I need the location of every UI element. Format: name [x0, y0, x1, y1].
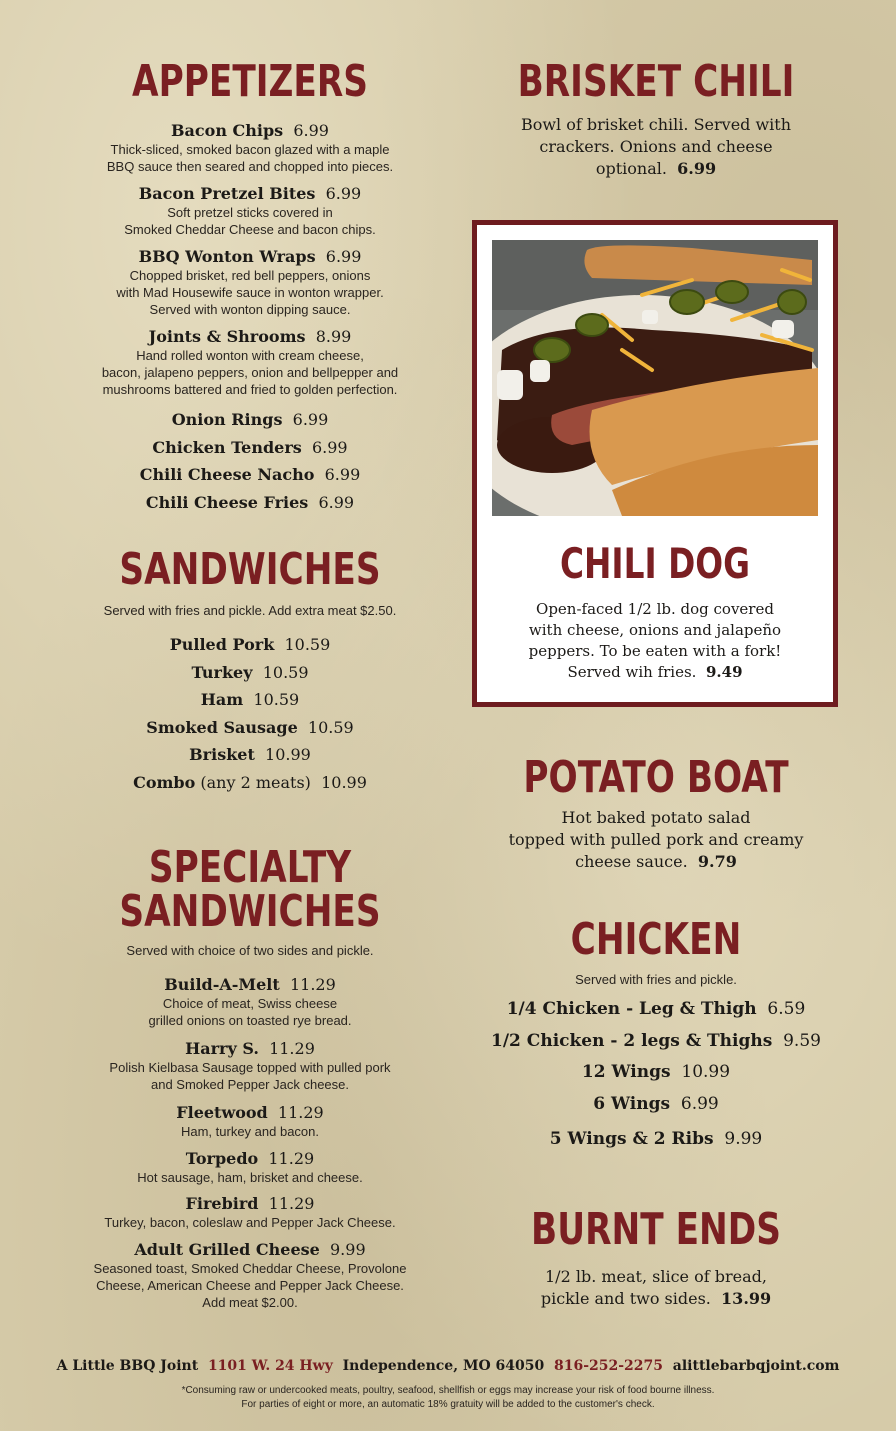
item-price: 10.59: [253, 690, 300, 709]
specialty-section: [40, 842, 460, 937]
menu-item: [470, 1031, 842, 1051]
item-price: 9.79: [697, 852, 737, 871]
chili-dog-feature-box: [472, 220, 838, 707]
item-name: Joints & Shrooms: [148, 327, 306, 346]
desc-line: 1/2 lb. meat, slice of bread,: [545, 1267, 767, 1286]
brisket-chili-heading: BRISKET CHILI: [517, 56, 795, 107]
menu-item: [40, 493, 460, 513]
menu-item: [40, 1149, 460, 1186]
menu-item: [40, 635, 460, 655]
specialty-heading-line1: SPECIALTY: [148, 842, 352, 893]
item-name: Firebird: [185, 1194, 259, 1213]
item-name: Smoked Sausage: [146, 718, 298, 737]
desc-line: Served wih fries.: [567, 663, 697, 681]
menu-item: [40, 663, 460, 683]
specialty-heading-line2: SANDWICHES: [119, 886, 381, 937]
item-name: Bacon Pretzel Bites: [138, 184, 316, 203]
menu-item: [40, 247, 460, 318]
item-price: 10.99: [321, 773, 367, 792]
chili-dog-photo: [492, 240, 818, 516]
chili-dog-desc: [477, 599, 833, 683]
item-desc: Thick-sliced, smoked bacon glazed with a maple: [110, 142, 390, 157]
desc-line: topped with pulled pork and creamy: [508, 830, 804, 849]
item-desc: Served with wonton dipping sauce.: [149, 302, 351, 317]
chili-dog-heading: CHILI DOG: [559, 539, 751, 588]
menu-item: [40, 1103, 460, 1140]
item-desc: bacon, jalapeno peppers, onion and bellpepper and: [101, 365, 399, 380]
item-desc: Add meat $2.00.: [202, 1295, 298, 1310]
menu-item: [40, 1039, 460, 1093]
item-desc: Choice of meat, Swiss cheese: [162, 996, 338, 1011]
item-desc: BBQ sauce then seared and chopped into pieces.: [106, 159, 394, 174]
brisket-chili-section: [470, 56, 842, 107]
item-name: Build-A-Melt: [164, 975, 280, 994]
desc-line: pickle and two sides.: [540, 1289, 711, 1308]
item-desc: mushrooms battered and fried to golden perfection.: [102, 382, 398, 397]
item-price: 10.59: [307, 718, 354, 737]
item-name: Ham: [200, 690, 244, 709]
menu-item: [40, 410, 460, 430]
item-desc: grilled onions on toasted rye bread.: [148, 1013, 352, 1028]
item-desc: Chopped brisket, red bell peppers, onions: [129, 268, 371, 283]
item-price: 6.99: [318, 493, 355, 512]
appetizers-section: [40, 56, 460, 107]
item-price: 6.99: [325, 247, 362, 266]
website-link[interactable]: alittlebarbqjoint.com: [672, 1358, 840, 1374]
appetizers-heading: APPETIZERS: [132, 56, 368, 107]
item-desc: Cheese, American Cheese and Pepper Jack Cheese.: [96, 1278, 404, 1293]
desc-line: with cheese, onions and jalapeño: [528, 621, 782, 639]
desc-line: Bowl of brisket chili. Served with: [520, 115, 792, 134]
item-price: 10.99: [265, 745, 311, 764]
menu-item: [40, 184, 460, 238]
disclaimer-line: For parties of eight or more, an automatic 18% gratuity will be added to the customer's check.: [241, 1399, 655, 1410]
item-name: Bacon Chips: [171, 121, 284, 140]
item-price: 11.29: [268, 1194, 315, 1213]
desc-line: Hot baked potato salad: [561, 808, 751, 827]
menu-item: [470, 1094, 842, 1114]
desc-line: Open-faced 1/2 lb. dog covered: [536, 600, 774, 618]
item-price: 10.59: [284, 635, 331, 654]
desc-line: peppers. To be eaten with a fork!: [528, 642, 782, 660]
menu-item: [40, 1240, 460, 1311]
item-price: 8.99: [315, 327, 352, 346]
address: 1101 W. 24 Hwy: [207, 1358, 333, 1374]
item-desc: Smoked Cheddar Cheese and bacon chips.: [124, 222, 376, 237]
item-price: 6.99: [680, 1094, 719, 1114]
item-desc: with Mad Housewife sauce in wonton wrapper.: [116, 285, 384, 300]
item-price: 6.99: [325, 184, 362, 203]
city: Independence, MO 64050: [342, 1358, 545, 1374]
item-name: Brisket: [189, 745, 255, 764]
restaurant-name: A Little BBQ Joint: [56, 1358, 199, 1374]
item-price: 6.99: [311, 438, 348, 457]
burnt-ends-section: [470, 1204, 842, 1255]
footer-disclaimer: [0, 1384, 896, 1412]
menu-item: [40, 1194, 460, 1231]
disclaimer-line: *Consuming raw or undercooked meats, poultry, seafood, shellfish or eggs may increase your risk of food bourne illness.: [181, 1385, 715, 1396]
item-name: Turkey: [191, 663, 253, 682]
brisket-chili-desc: [470, 114, 842, 180]
item-name: Chicken Tenders: [152, 438, 302, 457]
chicken-heading: CHICKEN: [570, 914, 742, 965]
item-name: 12 Wings: [581, 1062, 671, 1082]
item-desc: Soft pretzel sticks covered in: [167, 205, 333, 220]
potato-boat-heading: POTATO BOAT: [523, 752, 789, 803]
menu-item: [40, 745, 460, 765]
footer-contact: [0, 1358, 896, 1374]
item-price: 6.99: [293, 121, 329, 140]
item-name: Pulled Pork: [169, 635, 275, 654]
item-price: 11.29: [289, 975, 336, 994]
sandwiches-note: Served with fries and pickle. Add extra meat $2.50.: [103, 603, 397, 618]
desc-line: crackers. Onions and cheese: [539, 137, 773, 156]
item-name: 1/2 Chicken - 2 legs & Thighs: [491, 1031, 773, 1051]
item-price: 10.59: [262, 663, 309, 682]
item-price: 6.59: [767, 999, 806, 1019]
item-desc: Hot sausage, ham, brisket and cheese.: [137, 1170, 363, 1185]
item-name: Chili Cheese Nacho: [139, 465, 315, 484]
potato-boat-section: [470, 752, 842, 803]
menu-item: [40, 465, 460, 485]
item-name: BBQ Wonton Wraps: [138, 247, 316, 266]
menu-item: [470, 1129, 842, 1149]
burnt-ends-desc: [470, 1266, 842, 1310]
menu-item: [40, 718, 460, 738]
item-name: Chili Cheese Fries: [145, 493, 309, 512]
item-price: 13.99: [721, 1289, 772, 1308]
item-name: 6 Wings: [593, 1094, 671, 1114]
item-name: Adult Grilled Cheese: [134, 1240, 320, 1259]
item-price: 9.59: [783, 1031, 821, 1051]
item-desc: and Smoked Pepper Jack cheese.: [150, 1077, 349, 1092]
desc-line: optional.: [595, 159, 667, 178]
item-price: 11.29: [277, 1103, 324, 1122]
item-desc: Seasoned toast, Smoked Cheddar Cheese, Provolone: [93, 1261, 407, 1276]
burnt-ends-heading: BURNT ENDS: [531, 1204, 781, 1255]
potato-boat-desc: [470, 807, 842, 873]
item-name: Combo: [133, 773, 196, 792]
item-price: 6.99: [292, 410, 329, 429]
item-price: 9.99: [330, 1240, 366, 1259]
chicken-section: [470, 914, 842, 965]
menu-item: [40, 773, 460, 793]
menu-item: [40, 121, 460, 175]
specialty-note: Served with choice of two sides and pickle.: [126, 943, 374, 958]
chicken-note: Served with fries and pickle.: [575, 972, 737, 987]
item-name: Fleetwood: [176, 1103, 268, 1122]
item-price: 6.99: [677, 159, 717, 178]
item-extra: (any 2 meats): [200, 773, 311, 792]
item-price: 11.29: [268, 1149, 315, 1168]
sandwiches-section: [40, 544, 460, 595]
item-desc: Hand rolled wonton with cream cheese,: [136, 348, 364, 363]
item-price: 9.99: [724, 1129, 763, 1149]
item-desc: Turkey, bacon, coleslaw and Pepper Jack Cheese.: [104, 1215, 396, 1230]
item-name: 5 Wings & 2 Ribs: [549, 1129, 714, 1149]
desc-line: cheese sauce.: [575, 852, 688, 871]
item-name: Onion Rings: [171, 410, 283, 429]
item-name: Torpedo: [185, 1149, 259, 1168]
item-price: 11.29: [269, 1039, 315, 1058]
menu-item: [40, 327, 460, 398]
menu-item: [40, 975, 460, 1029]
sandwiches-heading: SANDWICHES: [119, 544, 381, 595]
phone[interactable]: 816-252-2275: [553, 1358, 664, 1374]
item-price: 10.99: [681, 1062, 731, 1082]
menu-item: [40, 438, 460, 458]
item-price: 9.49: [705, 663, 743, 681]
menu-item: [470, 1062, 842, 1082]
menu-item: [40, 690, 460, 710]
menu-item: [470, 999, 842, 1019]
item-price: 6.99: [324, 465, 361, 484]
item-desc: Polish Kielbasa Sausage topped with pulled pork: [109, 1060, 391, 1075]
item-name: 1/4 Chicken - Leg & Thigh: [506, 999, 757, 1019]
item-desc: Ham, turkey and bacon.: [180, 1124, 320, 1139]
item-name: Harry S.: [185, 1039, 259, 1058]
